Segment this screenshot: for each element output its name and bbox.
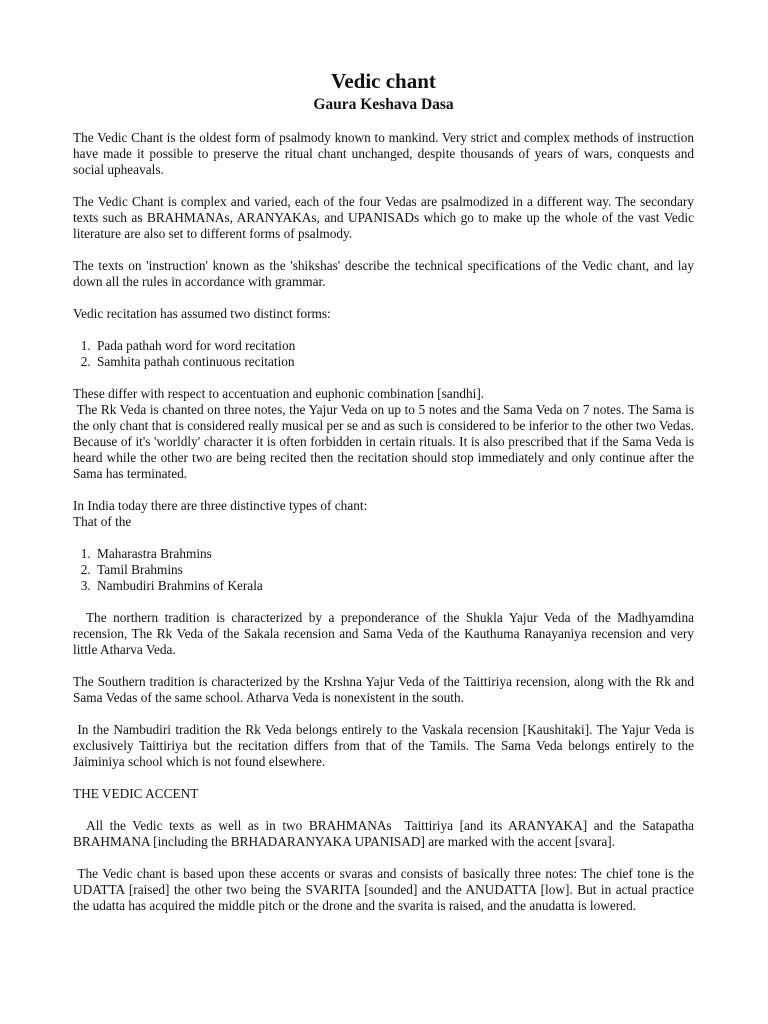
paragraph: In the Nambudiri tradition the Rk Veda belongs entirely to the Vaskala recension [Kaushitaki]. The Yajur Veda is exclusively Taittiriya but the recitation differs from that of the Tamils. The Sama Veda belongs entirely to the Jaiminiya school which is not found elsewhere.: [73, 722, 698, 769]
list-item: 1. Pada pathah word for word recitation: [94, 338, 694, 354]
paragraph: Vedic recitation has assumed two distinct forms:: [73, 306, 331, 321]
paragraph: The Vedic Chant is complex and varied, each of the four Vedas are psalmodized in a different way. The secondary texts such as BRAHMANAs, ARANYAKAs, and UPANISADs which go to make up the whole of the vast Vedic literature are also set to different forms of psalmody.: [73, 194, 694, 241]
list-item: 3. Nambudiri Brahmins of Kerala: [94, 578, 694, 594]
list-item: 1. Maharastra Brahmins: [94, 546, 694, 562]
paragraph: The Southern tradition is characterized by the Krshna Yajur Veda of the Taittiriya recension, along with the Rk and Sama Vedas of the same school. Atharva Veda is nonexistent in the south.: [73, 674, 694, 705]
paragraph: In India today there are three distinctive types of chant:: [73, 498, 368, 513]
paragraph: That of the: [73, 514, 132, 529]
document-author: Gaura Keshava Dasa: [313, 96, 454, 113]
paragraph: These differ with respect to accentuation and euphonic combination [sandhi].: [73, 386, 485, 401]
section-heading: THE VEDIC ACCENT: [73, 786, 199, 801]
list-item: 2. Samhita pathah continuous recitation: [94, 354, 694, 370]
paragraph: All the Vedic texts as well as in two BRAHMANAs Taittiriya [and its ARANYAKA] and the Satapatha BRAHMANA [including the BRHADARANYAKA UPANISAD] are marked with the accent [svara].: [73, 818, 698, 849]
document-body: [73, 68, 698, 930]
paragraph: The Vedic chant is based upon these accents or svaras and consists of basically three notes: The chief tone is the UDATTA [raised] the other two being the SVARITA [sounded] and the ANUDATTA [low]. But in actual practice the udatta has acquired the middle pitch or the drone and the svarita is raised, and the anudatta is lowered.: [73, 866, 698, 913]
paragraph: The Rk Veda is chanted on three notes, the Yajur Veda on up to 5 notes and the Sama Veda on 7 notes. The Sama is the only chant that is considered really musical per se and as such is considered to be inferior to the other two Vedas. Because of it's 'worldly' character it is often forbidden in certain rituals. It is also prescribed that if the Sama Veda is heard while the other two are being recited then the recitation should stop immediately and only continue after the Sama has terminated.: [73, 402, 698, 481]
paragraph: The texts on 'instruction' known as the 'shikshas' describe the technical specifications of the Vedic chant, and lay down all the rules in accordance with grammar.: [73, 258, 694, 289]
list-item: 2. Tamil Brahmins: [94, 562, 694, 578]
paragraph: The Vedic Chant is the oldest form of psalmody known to mankind. Very strict and complex methods of instruction have made it possible to preserve the ritual chant unchanged, despite thousands of years of wars, conquests and social upheavals.: [73, 130, 694, 177]
document-title: Vedic chant: [331, 69, 436, 93]
paragraph: The northern tradition is characterized by a preponderance of the Shukla Yajur Veda of the Madhyamdina recension, The Rk Veda of the Sakala recension and Sama Veda of the Kauthuma Ranayaniya recension and very little Atharva Veda.: [73, 610, 698, 657]
chant-types-list: [73, 546, 694, 594]
recitation-forms-list: [73, 338, 694, 370]
